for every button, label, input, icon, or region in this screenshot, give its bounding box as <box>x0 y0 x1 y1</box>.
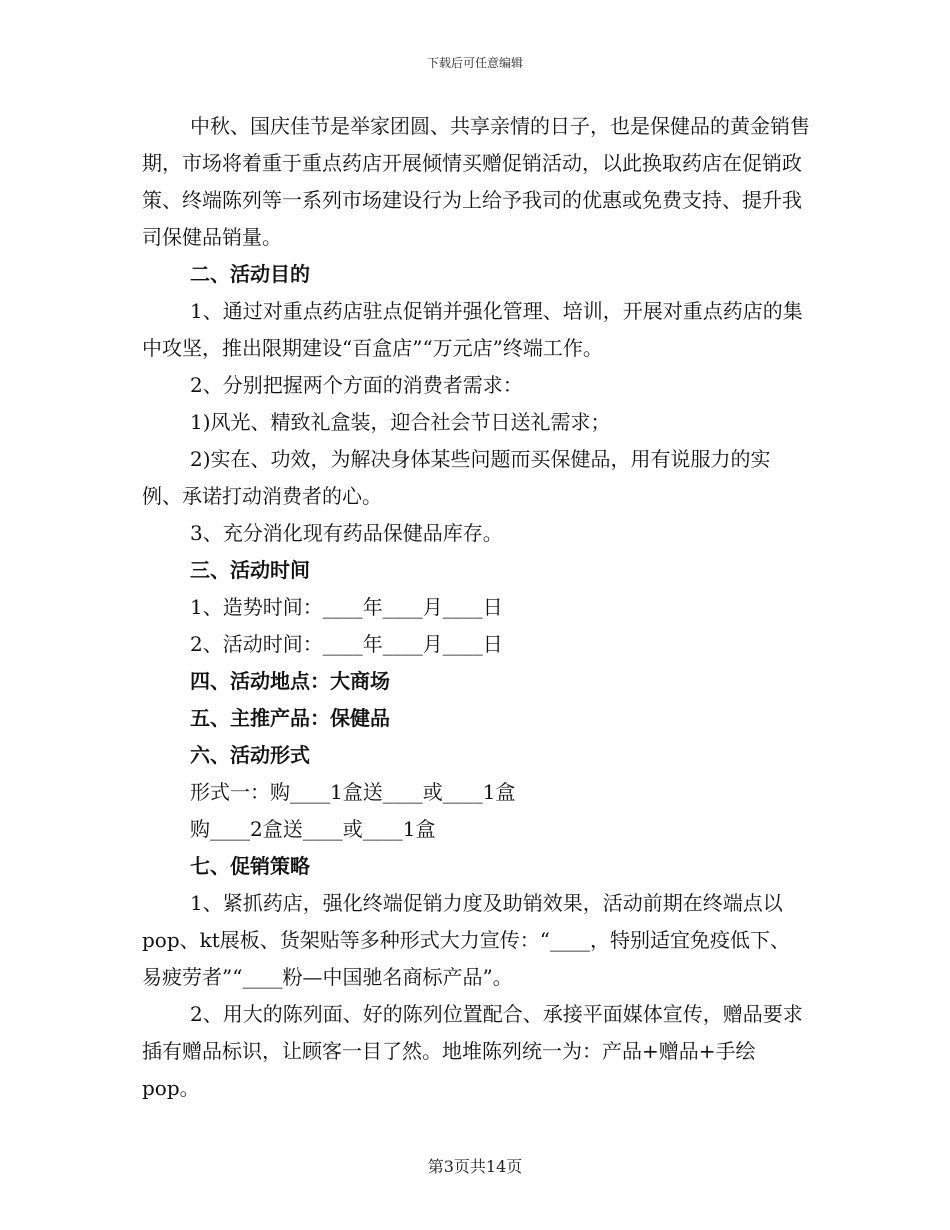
format-item-2: 购____2盒送____或____1盒 <box>190 817 436 841</box>
section-heading-location: 四、活动地点：大商场 <box>190 669 390 693</box>
strategy-item-1: 1、紧抓药店，强化终端促销力度及助销效果，活动前期在终端点以pop、kt展板、货架贴等多种形式大力宣传：“____，特别适宜免疫低下、易疲劳者”“____粉—中国驰名商标产品”。 <box>142 891 791 989</box>
page-footer: 第3页共14页 <box>427 1157 523 1176</box>
purpose-item-1: 1、通过对重点药店驻点促销并强化管理、培训，开展对重点药店的集中攻坚，推出限期建设“百盒店”“万元店”终端工作。 <box>142 299 803 360</box>
time-item-2: 2、活动时间：____年____月____日 <box>190 632 503 656</box>
section-heading-time: 三、活动时间 <box>190 558 310 582</box>
purpose-subitem-2: 2)实在、功效，为解决身体某些问题而买保健品，用有说服力的实例、承诺打动消费者的心。 <box>142 447 771 508</box>
section-heading-strategy: 七、促销策略 <box>190 854 310 878</box>
section-heading-format: 六、活动形式 <box>190 743 310 767</box>
format-item-1: 形式一：购____1盒送____或____1盒 <box>190 780 516 804</box>
purpose-item-2: 2、分别把握两个方面的消费者需求： <box>190 373 523 397</box>
strategy-item-2: 2、用大的陈列面、好的陈列位置配合、承接平面媒体宣传，赠品要求插有赠品标识，让顾客一目了然。地堆陈列统一为：产品+赠品+手绘pop。 <box>142 1002 803 1100</box>
purpose-subitem-1: 1)风光、精致礼盒装，迎合社会节日送礼需求； <box>190 410 611 434</box>
purpose-item-3: 3、充分消化现有药品保健品库存。 <box>190 521 503 545</box>
section-heading-product: 五、主推产品：保健品 <box>190 706 390 730</box>
intro-paragraph: 中秋、国庆佳节是举家团圆、共享亲情的日子，也是保健品的黄金销售期，市场将着重于重点药店开展倾情买赠促销活动，以此换取药店在促销政策、终端陈列等一系列市场建设行为上给予我司的优惠或免费支持、提升我司保健品销量。 <box>142 114 810 249</box>
document-body <box>142 108 810 1107</box>
section-heading-purpose: 二、活动目的 <box>190 262 310 286</box>
page-header: 下载后可任意编辑 <box>426 56 523 70</box>
time-item-1: 1、造势时间：____年____月____日 <box>190 595 503 619</box>
